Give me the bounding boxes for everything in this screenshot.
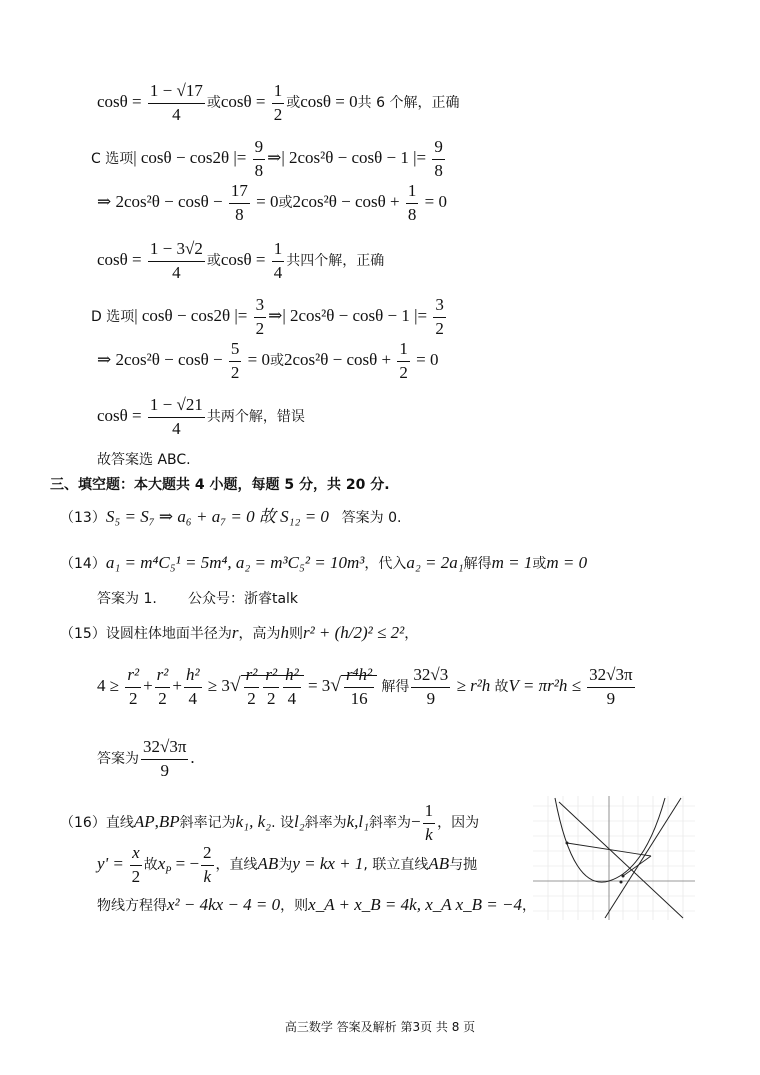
denominator: 2: [399, 362, 408, 382]
tangent-line-1: [559, 802, 683, 918]
fraction: [272, 82, 285, 124]
math-text: ⇒ 2cos²θ − cosθ −: [97, 192, 227, 212]
denominator: 8: [407, 204, 417, 224]
math-text: cosθ =: [220, 92, 270, 112]
answer-text: 答案为 1.: [97, 591, 157, 607]
numerator: h²: [184, 666, 202, 688]
denominator: 4: [172, 418, 181, 438]
text: 为: [278, 857, 293, 874]
math-var: AP: [133, 812, 155, 832]
denominator: 8: [434, 160, 443, 180]
question-13: [60, 508, 401, 525]
question-16-line1: [60, 802, 479, 844]
line-cos-solutions-1: [97, 82, 459, 124]
math-text: 4 ≥: [97, 676, 124, 696]
numerator: 1 − √21: [148, 396, 205, 418]
fraction: [148, 240, 205, 282]
math-var: x: [157, 854, 166, 874]
numerator: 17: [229, 182, 250, 204]
numerator: 3: [254, 296, 267, 318]
denominator: 2: [128, 688, 138, 708]
question-16-line3: [97, 896, 536, 913]
numerator: 9: [253, 138, 266, 160]
text: , 联立直线: [363, 857, 429, 874]
math-text: = 0: [251, 192, 279, 212]
fraction: [155, 666, 171, 708]
fraction: [344, 666, 374, 708]
fraction: [263, 666, 279, 708]
math-text: = 0: [243, 350, 270, 370]
line-d-solutions: [97, 396, 305, 438]
denominator: 8: [254, 160, 264, 180]
numerator: 1: [272, 82, 285, 104]
denominator: k: [425, 824, 433, 844]
fraction: [423, 802, 436, 844]
math-var: k: [346, 812, 355, 832]
math-text: r² + (h/2)² ≤ 2²: [302, 623, 405, 642]
fraction: [433, 296, 446, 338]
text: 斜率为: [369, 815, 412, 832]
denominator: 2: [273, 104, 283, 124]
parabola-tangent-figure: [533, 796, 695, 920]
conclusion-text: 共四个解，正确: [286, 253, 385, 270]
numerator: r²: [244, 666, 260, 688]
math-text: = 0: [411, 350, 439, 370]
denominator: 4: [273, 262, 283, 282]
math-var: AB: [428, 854, 450, 874]
question-15-derivation: 4 ≥ $\frac{\text{r²}}{2}$ + $\frac{\text{r²}}{2}$ + $\frac{\text{h²}}{4}$ ≥ 3√ $\frac{\text{r²}}{2}$ $\frac{\text{r²}}{2}$ $\frac{\text{h²}}{4}$ = 3√ $\frac{\text{r⁴h²}}{16}$ 解得 $\frac{32√3}{9}$ ≥ r²h 故V = πr²h ≤ $\frac{32√3\pi}{9}$: [97, 665, 633, 708]
math-var: l₂: [293, 812, 305, 832]
denominator: 2: [266, 688, 276, 708]
text: 故: [494, 679, 509, 696]
or-text: 或: [206, 95, 221, 112]
radical-sign: √: [330, 675, 342, 697]
numerator: 1: [423, 802, 436, 824]
math-var: AB: [257, 854, 279, 874]
or-text: 或: [532, 556, 547, 572]
math-text: = 3: [303, 676, 331, 696]
math-text: S₅ = S₇ ⇒ a₆ + a₇ = 0 故 S₁₂ = 0: [105, 507, 329, 526]
text: ，: [521, 898, 536, 914]
text: 物线方程得: [97, 898, 167, 914]
math-text: cosθ =: [97, 92, 146, 112]
option-label: C 选项: [91, 151, 134, 168]
fraction: [148, 396, 205, 438]
math-text: ⇒ 2cos²θ − cosθ −: [97, 350, 227, 370]
text: ，则: [280, 898, 309, 914]
fraction: [244, 666, 260, 708]
math-var: h: [280, 623, 289, 642]
fraction: [411, 666, 450, 708]
denominator: 9: [426, 688, 436, 708]
or-text: 或: [278, 195, 293, 212]
question-15-answer: [97, 738, 195, 780]
text: ，直线: [215, 857, 258, 874]
or-text: 或: [206, 253, 221, 270]
math-text: y' =: [97, 854, 129, 874]
numerator: r²: [125, 666, 141, 688]
fraction: [587, 666, 634, 708]
math-text: ⇒| 2cos²θ − cosθ − 1 |=: [268, 306, 432, 326]
or-text: 或: [269, 353, 284, 370]
math-text: ≥ r²h: [452, 676, 491, 696]
math-text: a₂ = 2a₁: [406, 553, 464, 572]
fraction: [229, 340, 242, 382]
fraction: [141, 738, 188, 780]
or-text: 或: [286, 95, 301, 112]
math-var: r: [231, 623, 239, 642]
math-text: x² − 4kx − 4 = 0: [167, 895, 281, 914]
text: 答案为: [97, 751, 139, 768]
denominator: 2: [435, 318, 444, 338]
math-var: l₁: [358, 812, 370, 832]
numerator: r²: [155, 666, 171, 688]
text: 解得: [381, 679, 410, 696]
point-b: [622, 875, 625, 878]
denominator: 2: [247, 688, 256, 708]
point-p: [620, 881, 623, 884]
option-label: D 选项: [91, 309, 135, 326]
numerator: r⁴h²: [344, 666, 374, 688]
fraction: [254, 296, 267, 338]
math-text: −: [411, 812, 421, 832]
text: 直线: [105, 815, 134, 832]
fraction: [125, 666, 141, 708]
subscript: P: [165, 865, 172, 877]
math-text: cosθ = 0: [300, 92, 358, 112]
question-14-answer: [97, 592, 298, 606]
math-text: m = 0: [546, 553, 588, 572]
question-number: （13）: [60, 510, 106, 526]
fraction: [253, 138, 266, 180]
denominator: 4: [172, 104, 181, 124]
parabola-curve: [555, 798, 665, 882]
math-text: 2cos²θ − cosθ +: [283, 350, 396, 370]
text: 斜率为: [304, 815, 347, 832]
fraction: [229, 182, 250, 224]
line-option-c: [91, 138, 447, 180]
numerator: 2: [201, 844, 214, 866]
math-text: 2cos²θ − cosθ +: [292, 192, 404, 212]
math-text: k₁, k₂: [235, 812, 272, 832]
line-option-d: [91, 296, 448, 338]
math-text: y = kx + 1: [292, 854, 364, 874]
text: ，代入: [364, 556, 407, 572]
fraction: [148, 82, 205, 124]
point-a: [566, 842, 569, 845]
text: ，因为: [437, 815, 480, 832]
fraction: [184, 666, 202, 708]
text: 与抛: [449, 857, 478, 874]
numerator: 1 − √17: [148, 82, 205, 104]
numerator: r²: [263, 666, 279, 688]
text: ,: [354, 812, 359, 832]
numerator: 5: [229, 340, 242, 362]
math-text: cosθ =: [220, 250, 270, 270]
numerator: 3: [433, 296, 446, 318]
text: ，高为: [238, 626, 281, 642]
question-14: [60, 554, 587, 571]
denominator: 2: [131, 866, 141, 886]
answer-abc: 故答案选 ABC.: [97, 452, 191, 468]
fraction: [432, 138, 445, 180]
text: ，: [404, 626, 419, 642]
math-text: cosθ =: [97, 250, 146, 270]
radical-sign: √: [229, 675, 241, 697]
math-text: x_A + x_B = 4k, x_A x_B = −4: [308, 895, 522, 914]
line-c-equations: [97, 182, 447, 224]
text: 斜率记为: [179, 815, 236, 832]
question-16-line2: [97, 844, 477, 886]
denominator: 2: [158, 688, 167, 708]
denominator: 16: [350, 688, 368, 708]
math-text: = 0: [420, 192, 447, 212]
text: ,: [154, 812, 159, 832]
math-text: = −: [171, 854, 200, 874]
conclusion-text: 共 6 个解，正确: [357, 95, 460, 112]
public-account-note: 公众号：浙睿talk: [187, 591, 299, 607]
math-text: V = πr²h ≤: [508, 676, 586, 696]
numerator: 1: [406, 182, 419, 204]
math-text: ⇒| 2cos²θ − cosθ − 1 |=: [267, 148, 431, 168]
fraction: [201, 844, 214, 886]
line-c-solutions: [97, 240, 384, 282]
numerator: 32√3: [411, 666, 450, 688]
text: 解得: [463, 556, 492, 572]
denominator: 8: [235, 204, 244, 224]
denominator: 2: [255, 318, 265, 338]
denominator: 4: [188, 688, 198, 708]
fraction: [406, 182, 419, 224]
math-text: ≥ 3: [203, 676, 230, 696]
tangent-line-2: [605, 798, 681, 918]
question-number: （14）: [60, 556, 106, 572]
cube-root: [230, 666, 304, 708]
numerator: 9: [432, 138, 445, 160]
text: 则: [288, 626, 303, 642]
text: 设圆柱体地面半径为: [105, 626, 232, 642]
denominator: k: [203, 866, 212, 886]
text: 故: [143, 857, 158, 874]
conclusion-text: 共两个解，错误: [206, 409, 305, 426]
math-text: cosθ =: [97, 406, 146, 426]
math-text: | cosθ − cos2θ |=: [134, 306, 252, 326]
numerator: 32√3π: [141, 738, 188, 760]
question-number: （15）: [60, 626, 106, 642]
fraction: [272, 240, 285, 282]
math-text: | cosθ − cos2θ |=: [133, 148, 251, 168]
numerator: x: [130, 844, 142, 866]
fraction: [130, 844, 142, 886]
denominator: 2: [230, 362, 240, 382]
numerator: 1 − 3√2: [148, 240, 205, 262]
denominator: 4: [172, 262, 181, 282]
math-text: a₁ = m⁴C₅¹ = 5m⁴, a₂ = m³C₅² = 10m³: [105, 553, 365, 572]
numerator: 1: [272, 240, 285, 262]
denominator: 9: [160, 760, 169, 780]
math-var: BP: [158, 812, 180, 832]
text: .: [190, 748, 195, 768]
cube-root: [330, 666, 377, 708]
numerator: 1: [397, 340, 410, 362]
denominator: 4: [287, 688, 297, 708]
question-15: [60, 624, 418, 641]
question-number: （16）: [60, 815, 106, 832]
page-footer: 高三数学 答案及解析 第3页 共 8 页: [284, 1020, 476, 1034]
text: . 设: [271, 815, 294, 832]
numerator: 32√3π: [587, 666, 634, 688]
fraction: [397, 340, 410, 382]
answer-text: 答案为 0.: [341, 510, 402, 526]
math-text: m = 1: [491, 553, 533, 572]
section-heading: 三、填空题：本大题共 4 小题，每题 5 分，共 20 分.: [50, 477, 390, 493]
fraction: [283, 666, 301, 708]
numerator: h²: [283, 666, 301, 688]
line-d-equations: [97, 340, 438, 382]
denominator: 9: [606, 688, 616, 708]
